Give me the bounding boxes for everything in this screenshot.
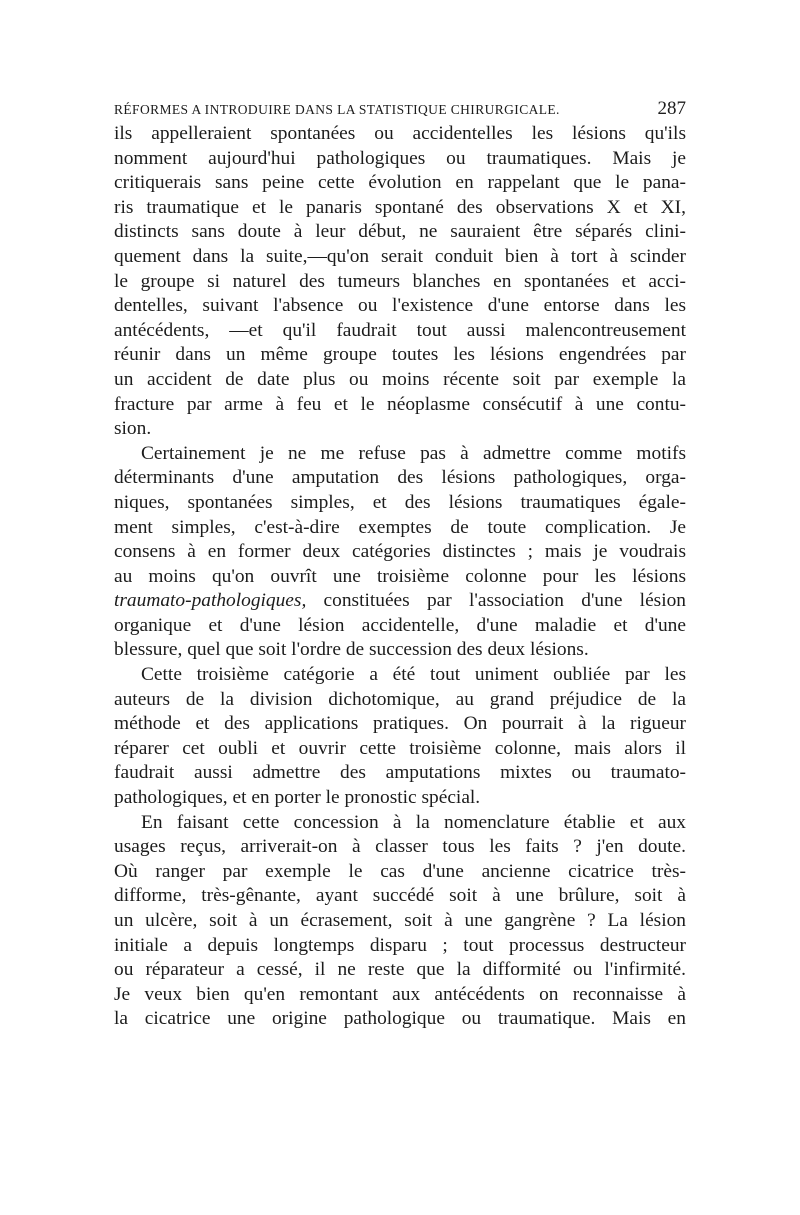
text-line: ment simples, c'est-à-dire exemptes de toute complication. Je xyxy=(114,516,686,538)
line-remainder: constituées par l'association d'une lésion xyxy=(306,590,686,612)
text-line: réunir dans un même groupe toutes les lésions engendrées par xyxy=(114,344,686,366)
text-line: niques, spontanées simples, et des lésions traumatiques égale- xyxy=(114,491,686,513)
text-line-with-italic xyxy=(114,589,686,614)
body-text xyxy=(114,122,686,1032)
text-line: blessure, quel que soit l'ordre de succession des deux lésions. xyxy=(114,639,589,661)
text-line: ils appelleraient spontanées ou accidentelles les lésions qu'ils xyxy=(114,123,686,144)
text-line: réparer cet oubli et ouvrir cette troisième colonne, mais alors il xyxy=(114,737,686,759)
text-line: En faisant cette concession à la nomenclature établie et aux xyxy=(141,811,686,833)
text-line: dentelles, suivant l'absence ou l'existence d'une entorse dans les xyxy=(114,295,686,317)
text-line: antécédents, —et qu'il faudrait tout aussi malencontreusement xyxy=(114,319,686,341)
text-line: le groupe si naturel des tumeurs blanches en spontanées et acci- xyxy=(114,270,686,292)
running-title: RÉFORMES A INTRODUIRE DANS LA STATISTIQUE CHIRURGICALE. xyxy=(114,102,560,117)
text-line: ris traumatique et le panaris spontané des observations X et XI, xyxy=(114,196,686,218)
text-line: Certainement je ne me refuse pas à admettre comme motifs xyxy=(141,442,686,464)
text-line: nomment aujourd'hui pathologiques ou traumatiques. Mais je xyxy=(114,147,686,169)
text-line: distincts sans doute à leur début, ne sauraient être séparés clini- xyxy=(114,221,686,243)
text-line: quement dans la suite,—qu'on serait conduit bien à tort à scinder xyxy=(114,245,686,267)
text-line: ou réparateur a cessé, il ne reste que la difformité ou l'infirmité. xyxy=(114,959,686,981)
text-line: la cicatrice une origine pathologique ou traumatique. Mais en xyxy=(114,1008,686,1030)
text-line: au moins qu'on ouvrît une troisième colonne pour les lésions xyxy=(114,565,686,587)
text-line: usages reçus, arriverait-on à classer tous les faits ? j'en doute. xyxy=(114,836,686,858)
text-line: un ulcère, soit à un écrasement, soit à une gangrène ? La lésion xyxy=(114,910,686,931)
page-number: 287 xyxy=(657,98,686,119)
text-line: organique et d'une lésion accidentelle, d'une maladie et d'une xyxy=(114,614,686,636)
text-line: sion. xyxy=(114,418,152,440)
text-line: méthode et des applications pratiques. On pourrait à la rigueur xyxy=(114,713,686,735)
text-line: faudrait aussi admettre des amputations mixtes ou traumato- xyxy=(114,762,686,784)
text-line: auteurs de la division dichotomique, au grand préjudice de la xyxy=(114,688,686,710)
book-page xyxy=(114,96,686,1032)
text-line: un accident de date plus ou moins récente soit par exemple la xyxy=(114,368,686,390)
text-line: Cette troisième catégorie a été tout uniment oubliée par les xyxy=(141,664,686,686)
text-line: Je veux bien qu'en remontant aux antécédents on reconnaisse à xyxy=(114,983,686,1005)
text-line: Où ranger par exemple le cas d'une ancienne cicatrice très- xyxy=(114,860,686,882)
text-line: consens à en former deux catégories distinctes ; mais je voudrais xyxy=(114,541,686,563)
text-line: difforme, très-gênante, ayant succédé soit à une brûlure, soit à xyxy=(114,885,686,907)
running-header xyxy=(114,96,686,122)
text-line: critiquerais sans peine cette évolution en rappelant que le pana- xyxy=(114,172,686,194)
text-line: déterminants d'une amputation des lésions pathologiques, orga- xyxy=(114,467,686,489)
italic-term: traumato-pathologiques, xyxy=(114,590,307,612)
text-line: pathologiques, et en porter le pronostic spécial. xyxy=(114,787,481,809)
text-line: fracture par arme à feu et le néoplasme consécutif à une contu- xyxy=(114,393,686,415)
text-line: initiale a depuis longtemps disparu ; tout processus destructeur xyxy=(114,934,686,956)
